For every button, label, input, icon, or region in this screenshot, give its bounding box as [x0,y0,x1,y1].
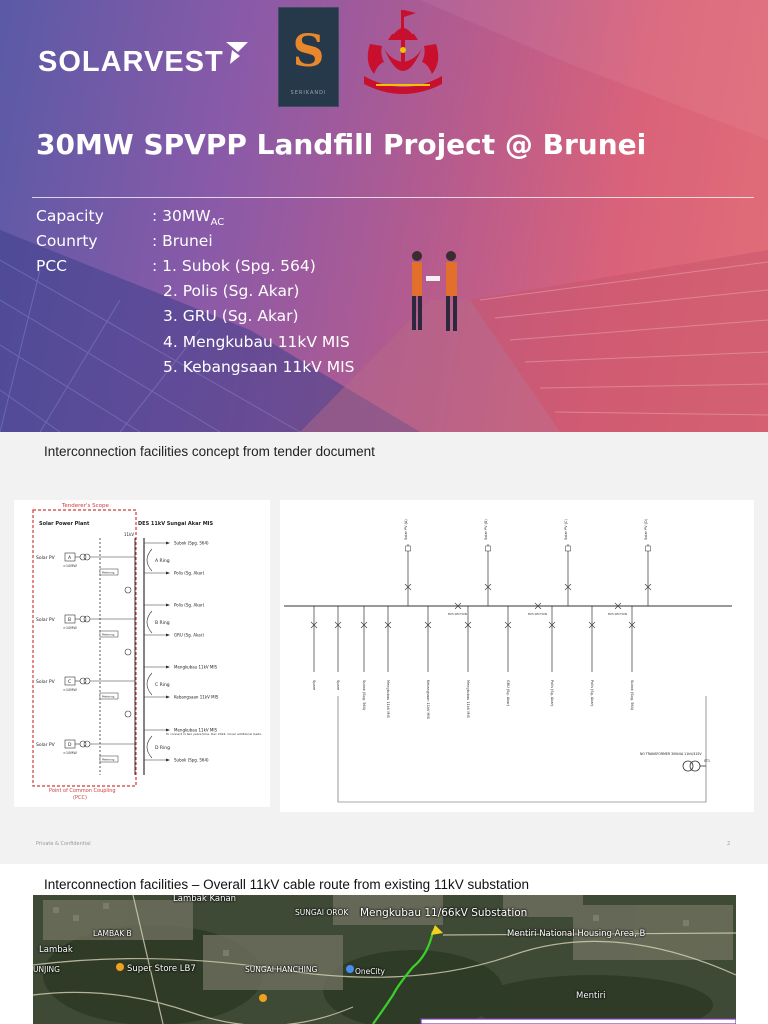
country-value: : Brunei [152,232,213,250]
pcc-item: 2. Polis (Sg. Akar) [163,282,300,300]
top-feeder-box [646,546,651,551]
solarvest-logo-text: SOLARVEST [38,46,224,78]
ring-arc [147,736,152,758]
bottom-feeder-label: Polis (Sg. Akar) [590,680,594,707]
ring-label: D Ring [155,746,170,751]
map-label: Mentiri National Housing Area, B [507,929,646,939]
bus-coupler-icon [125,649,131,655]
map-label: LAMBAK B [93,929,132,938]
slide-title: Interconnection facilities concept from tender document [44,444,375,459]
title-divider [32,197,754,198]
partner-logo-letter: S [292,26,325,77]
feeder-label: Subok (Spg. 564) [174,540,209,546]
hero-slide [0,0,768,432]
feeder-label: Mengkubau 11kV MIS [174,727,218,733]
pcc-item: : 1. Subok (Spg. 564) [152,257,316,275]
map-label: SUNGAI OROK [295,908,349,917]
note-text: To connect in two years time. Dec 2024. Cover additional loads. [166,732,262,736]
top-feeder-label: Solar PV (C) [564,519,568,540]
solar-plant-label: Solar Power Plant [39,521,90,527]
top-feeder-label: Solar PV (D) [644,518,648,540]
capacity-subscript: AC [210,217,225,229]
transformer-icon [84,616,90,622]
top-feeder-box [486,546,491,551]
ring-label: B Ring [155,621,170,626]
solarvest-logo-icon [224,40,250,66]
country-label: Counrty [36,232,98,250]
ring-arc [147,673,152,695]
feeder-arrow-icon [166,542,170,545]
ring-arc [147,549,152,571]
pv-unit-id: B [68,618,72,623]
satellite-map[interactable] [33,895,736,1024]
page-number: 2 [727,841,731,847]
bus-voltage-label: 11kV [124,532,135,537]
map-label: Lambak [39,945,73,955]
metering-label: Metering [102,570,115,575]
des-label: DES 11kV Sungai Akar MIS [138,521,214,527]
top-feeder-label: Solar PV (A) [404,519,408,540]
bus-coupler-icon [125,587,131,593]
map-label: Lambak Kanan [173,895,237,904]
tenderer-scope-label: Tenderer's Scope [62,503,109,509]
feeder-label: Polis (Sg. Akar) [174,602,205,608]
pv-unit-rating: >10MW [63,564,77,568]
partner-logo-caption: SERIKANDI [290,90,327,96]
map-label: OneCity [355,967,385,976]
pv-unit-rating: >10MW [63,626,77,630]
metering-label: Metering [102,694,115,699]
legend-box [421,1019,736,1024]
map-label: Mentiri [576,991,606,1001]
map-label: UNJING [33,965,60,974]
bottom-feeder-label: Kebangsaan 11kV MIS [426,680,430,719]
bottom-feeder-label: Spare [312,680,316,691]
right-single-line-diagram [280,500,754,812]
feeder-label: Kebangsaan 11kV MIS [174,694,219,700]
transformer-icon [84,678,90,684]
pcc-item: 4. Mengkubau 11kV MIS [163,333,350,351]
store-pin-icon[interactable] [116,963,124,971]
top-feeder-box [566,546,571,551]
transformer-icon [84,554,90,560]
pcc-label: PCC [36,257,67,275]
left-single-line-diagram [14,500,270,807]
substation-label: Mengkubau 11/66kV Substation [360,907,528,919]
pv-unit-rating: >10MW [63,751,77,755]
slide-title: Interconnection facilities – Overall 11kV cable route from existing 11kV substation [44,877,529,892]
pv-unit-label: Solar PV [36,556,55,561]
pv-unit-id: C [68,680,72,685]
feeder-arrow-icon [166,634,170,637]
ring-arc [147,611,152,633]
transformer-label: NO TRANSFORMER 300kVA 11kV/415V [640,752,702,756]
metering-label: Metering [102,632,115,637]
bus-section-label: BUS SECTION [528,612,547,616]
country-row [36,232,213,250]
feeder-label: Polis (Sg. Akar) [174,570,205,576]
pv-unit-label: Solar PV [36,743,55,748]
map-label: SUNGAI HANCHING [245,965,318,974]
capacity-value: : 30MW [152,207,211,225]
capacity-label: Capacity [36,207,104,225]
bus-section-label: BUS SECTION [608,612,627,616]
bottom-feeder-label: Spare [336,680,340,691]
place-pin-icon[interactable] [259,994,267,1002]
pv-unit-rating: >10MW [63,688,77,692]
feeder-arrow-icon [166,572,170,575]
feeder-label: GRU (Sg. Akar) [174,632,204,638]
onecity-pin-icon[interactable] [346,965,354,973]
bottom-feeder-label: GRU (Sg. Akar) [506,680,510,707]
pv-unit-id: A [68,556,72,561]
interconnection-concept-slide [0,432,768,864]
partner-logo [278,7,339,107]
pv-unit-id: D [68,743,72,748]
feeder-label: Mengkubau 11kV MIS [174,664,218,670]
bottom-feeder-label: Mengkubau 11kV MIS [466,680,470,718]
ring-label: C Ring [155,683,170,688]
top-feeder-label: Solar PV (B) [484,519,488,540]
feeder-arrow-icon [166,759,170,762]
pcc-item: 5. Kebangsaan 11kV MIS [163,358,355,376]
pcc-abbrev: (PCC) [73,795,87,801]
cable-route-slide [0,864,768,1024]
bottom-feeder-label: Polis (Sg. Akar) [550,680,554,707]
top-feeder-box [406,546,411,551]
transformer-tag: ST1 [704,759,710,763]
brunei-crest-icon [358,4,448,106]
bus-coupler-icon [125,711,131,717]
capacity-row [36,207,224,228]
feeder-arrow-icon [166,696,170,699]
pcc-label: Point of Common Coupling [49,788,116,794]
ring-label: A Ring [155,559,170,564]
transformer-icon [84,741,90,747]
pcc-row [36,257,316,275]
pcc-item: 3. GRU (Sg. Akar) [163,307,299,325]
feeder-arrow-icon [166,604,170,607]
bottom-feeder-label: Subok (Spg. 564) [630,680,634,711]
confidential-footer: Private & Confidential [36,841,91,847]
pv-unit-label: Solar PV [36,680,55,685]
bus-section-label: BUS SECTION [448,612,467,616]
bottom-feeder-label: Mengkubau 11kV MIS [386,680,390,718]
pv-unit-label: Solar PV [36,618,55,623]
feeder-label: Subok (Spg. 564) [174,757,209,763]
project-title: 30MW SPVPP Landfill Project @ Brunei [36,128,647,161]
metering-label: Metering [102,757,115,762]
bottom-feeder-label: Subok (Spg. 564) [362,680,366,711]
transformer-symbol [683,761,706,771]
map-label: Super Store LB7 [127,964,196,974]
feeder-arrow-icon [166,666,170,669]
